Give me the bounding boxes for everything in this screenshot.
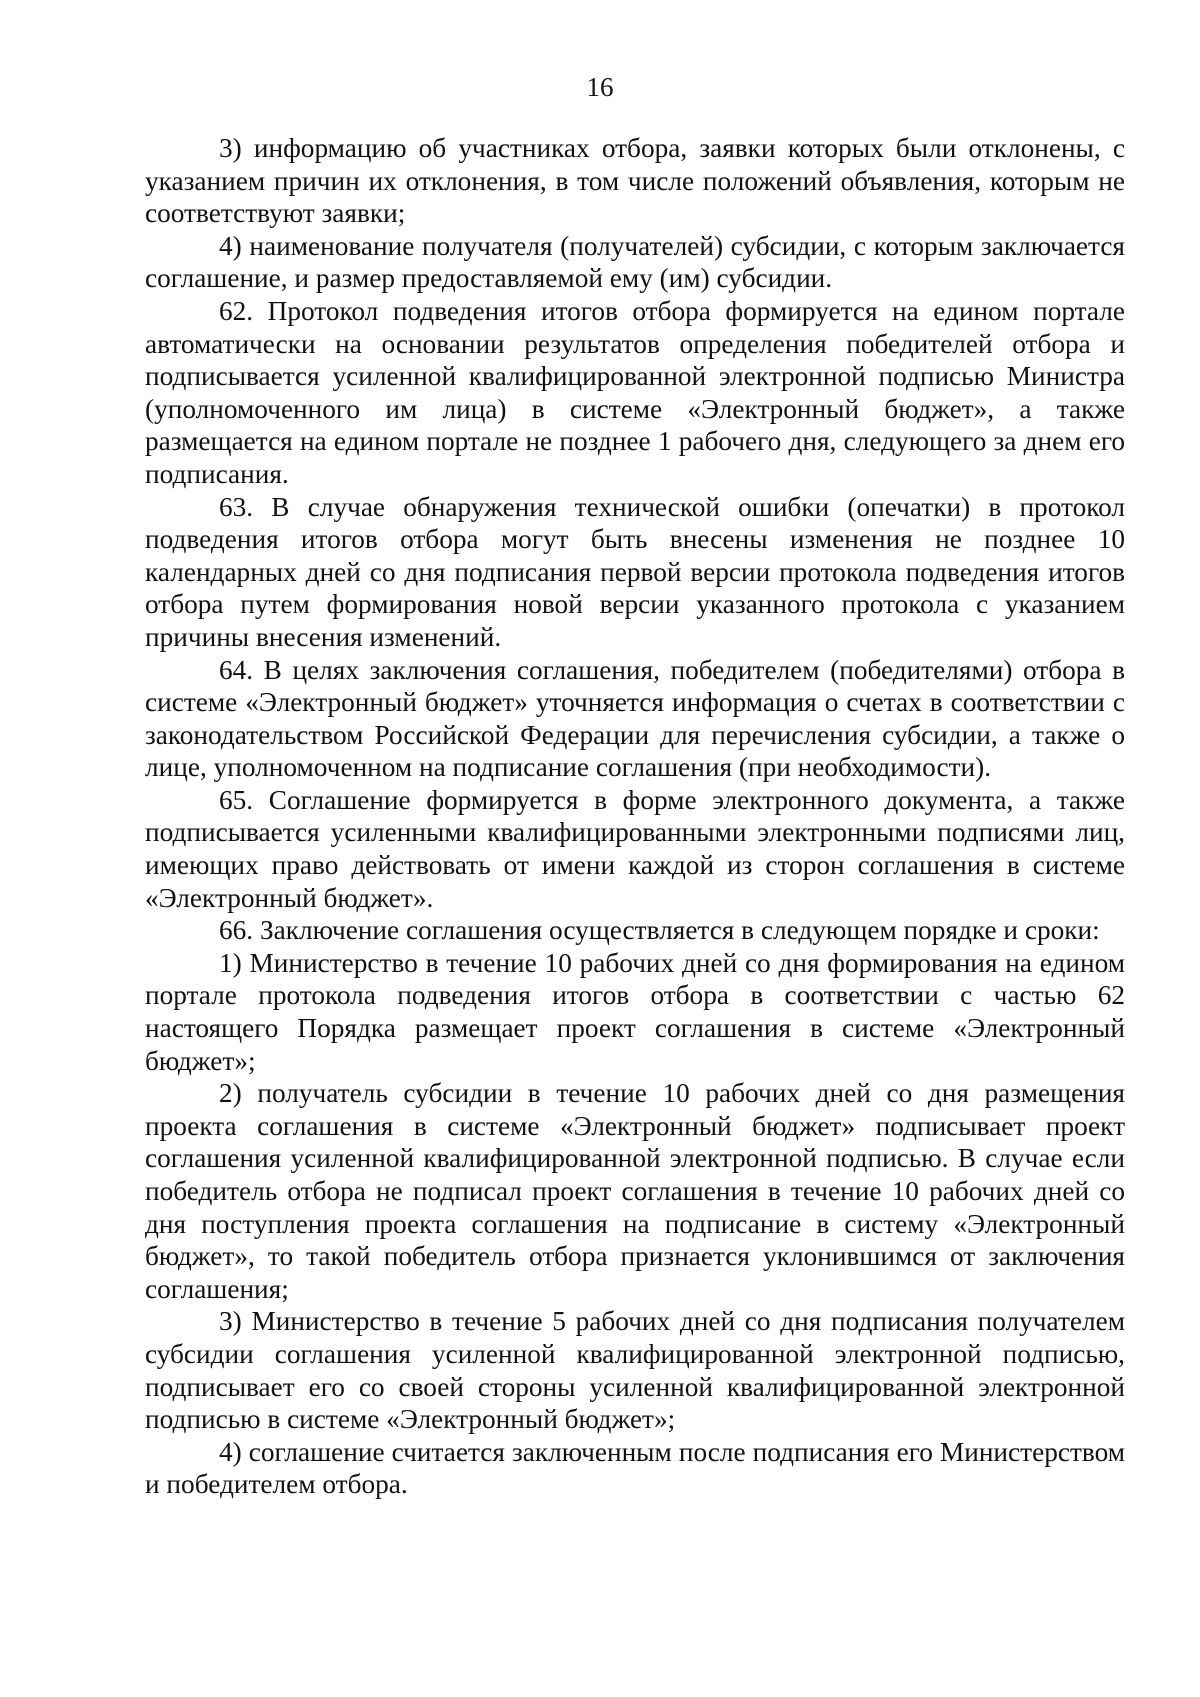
paragraph-66: 66. Заключение соглашения осуществляется в следующем порядке и сроки:	[219, 915, 1100, 946]
paragraph-item-3: 3) информацию об участниках отбора, заявки которых были отклонены, с указанием причин их отклонения, в том числе положений объявления, которым не соответствуют заявки;	[145, 133, 1125, 229]
paragraph-66-item-4: 4) соглашение считается заключенным после подписания его Министерством и победителем отбора.	[145, 1436, 1125, 1500]
paragraph-62: 62. Протокол подведения итогов отбора формируется на едином портале автоматически на основании результатов определения победителей отбора и подписывается усиленной квалифицированной электронной подписью Министра (уполномоченного им лица) в системе «Электронный бюджет», а также размещается на едином портале не позднее 1 рабочего дня, следующего за днем его подписания.	[145, 295, 1125, 489]
paragraph-65: 65. Соглашение формируется в форме электронного документа, а также подписывается усиленными квалифицированными электронными подписями лиц, имеющих право действовать от имени каждой из сторон соглашения в системе «Электронный бюджет».	[145, 784, 1125, 913]
paragraph-66-item-2: 2) получатель субсидии в течение 10 рабочих дней со дня размещения проекта соглашения в системе «Электронный бюджет» подписывает проект соглашения усиленной квалифицированной электронной подписью. В случае если победитель отбора не подписал проект соглашения в течение 10 рабочих дней со дня поступления проекта соглашения на подписание в систему «Электронный бюджет», то такой победитель отбора признается уклонившимся от заключения соглашения;	[145, 1078, 1125, 1304]
paragraph-63: 63. В случае обнаружения технической ошибки (опечатки) в протокол подведения итогов отбора могут быть внесены изменения не позднее 10 календарных дней со дня подписания первой версии протокола подведения итогов отбора путем формирования новой версии указанного протокола с указанием причины внесения изменений.	[145, 491, 1125, 652]
paragraph-item-4: 4) наименование получателя (получателей) субсидии, с которым заключается соглашение, и размер предоставляемой ему (им) субсидии.	[145, 230, 1125, 294]
paragraph-66-item-1: 1) Министерство в течение 10 рабочих дней со дня формирования на едином портале протокола подведения итогов отбора в соответствии с частью 62 настоящего Порядка размещает проект соглашения в системе «Электронный бюджет»;	[145, 947, 1125, 1076]
paragraph-66-item-3: 3) Министерство в течение 5 рабочих дней со дня подписания получателем субсидии соглашения усиленной квалифицированной электронной подписью, подписывает его со своей стороны усиленной квалифицированной электронной подписью в системе «Электронный бюджет»;	[145, 1306, 1125, 1435]
page-number: 16	[586, 72, 614, 102]
document-body	[145, 132, 1125, 1501]
paragraph-64: 64. В целях заключения соглашения, победителем (победителями) отбора в системе «Электронный бюджет» уточняется информация о счетах в соответствии с законодательством Российской Федерации для перечисления субсидии, а также о лице, уполномоченном на подписание соглашения (при необходимости).	[145, 654, 1125, 783]
